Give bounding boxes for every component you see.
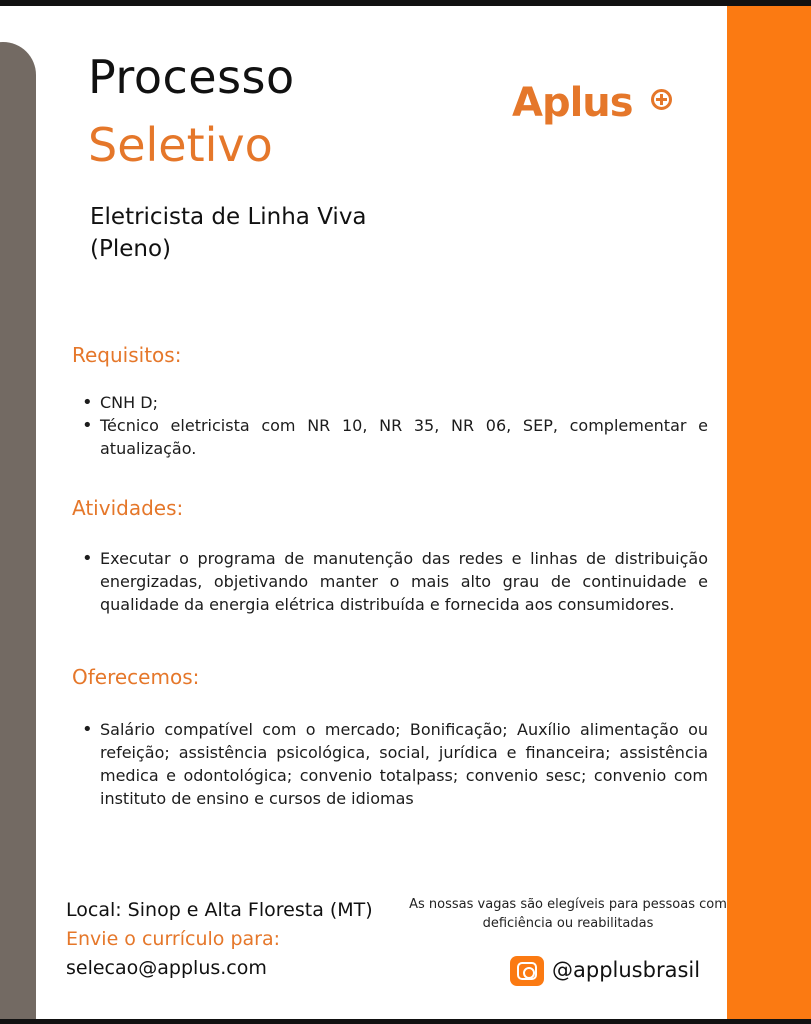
- requisitos-heading: Requisitos:: [72, 343, 182, 367]
- atividades-heading: Atividades:: [72, 496, 184, 520]
- right-decorative-bar: [727, 6, 811, 1019]
- job-posting-page: [0, 6, 811, 1019]
- list-item: • Salário compatível com o mercado; Bonificação; Auxílio alimentação ou refeição; assistência psicológica, social, jurídica e financeira; assistência medica e odontológica; convenio totalpass; convenio sesc; convenio com instituto de ensino e cursos de idiomas: [82, 718, 708, 810]
- oferecemos-list: [82, 718, 708, 810]
- instagram-icon[interactable]: [510, 956, 544, 986]
- inclusion-notice: As nossas vagas são elegíveis para pessoas com deficiência ou reabilitadas: [409, 897, 727, 931]
- left-decorative-bar: [0, 42, 36, 1019]
- list-item: • Técnico eletricista com NR 10, NR 35, NR 06, SEP, complementar e atualização.: [82, 414, 708, 460]
- requisitos-list: [82, 391, 708, 460]
- oferecemos-heading: Oferecemos:: [72, 665, 200, 689]
- job-location: Local: Sinop e Alta Floresta (MT): [66, 899, 373, 921]
- list-item: • CNH D;: [82, 391, 708, 414]
- job-role-title: Eletricista de Linha Viva: [90, 204, 367, 230]
- title-line-2: Seletivo: [88, 118, 273, 172]
- job-role: [90, 201, 367, 265]
- instagram-handle[interactable]: @applusbrasil: [552, 958, 701, 982]
- send-cv-label: Envie o currículo para:: [66, 928, 281, 950]
- list-item: • Executar o programa de manutenção das redes e linhas de distribuição energizadas, objetivando manter o mais alto grau de continuidade e qualidade da energia elétrica distribuída e fornecida aos consumidores.: [82, 547, 708, 616]
- applus-logo: [512, 80, 633, 126]
- title-line-1: Processo: [88, 50, 295, 104]
- logo-text: Aplus: [512, 80, 633, 126]
- plus-circle-icon: [651, 89, 672, 110]
- contact-email[interactable]: selecao@applus.com: [66, 957, 267, 979]
- job-role-level: (Pleno): [90, 236, 172, 262]
- atividades-list: [82, 547, 708, 616]
